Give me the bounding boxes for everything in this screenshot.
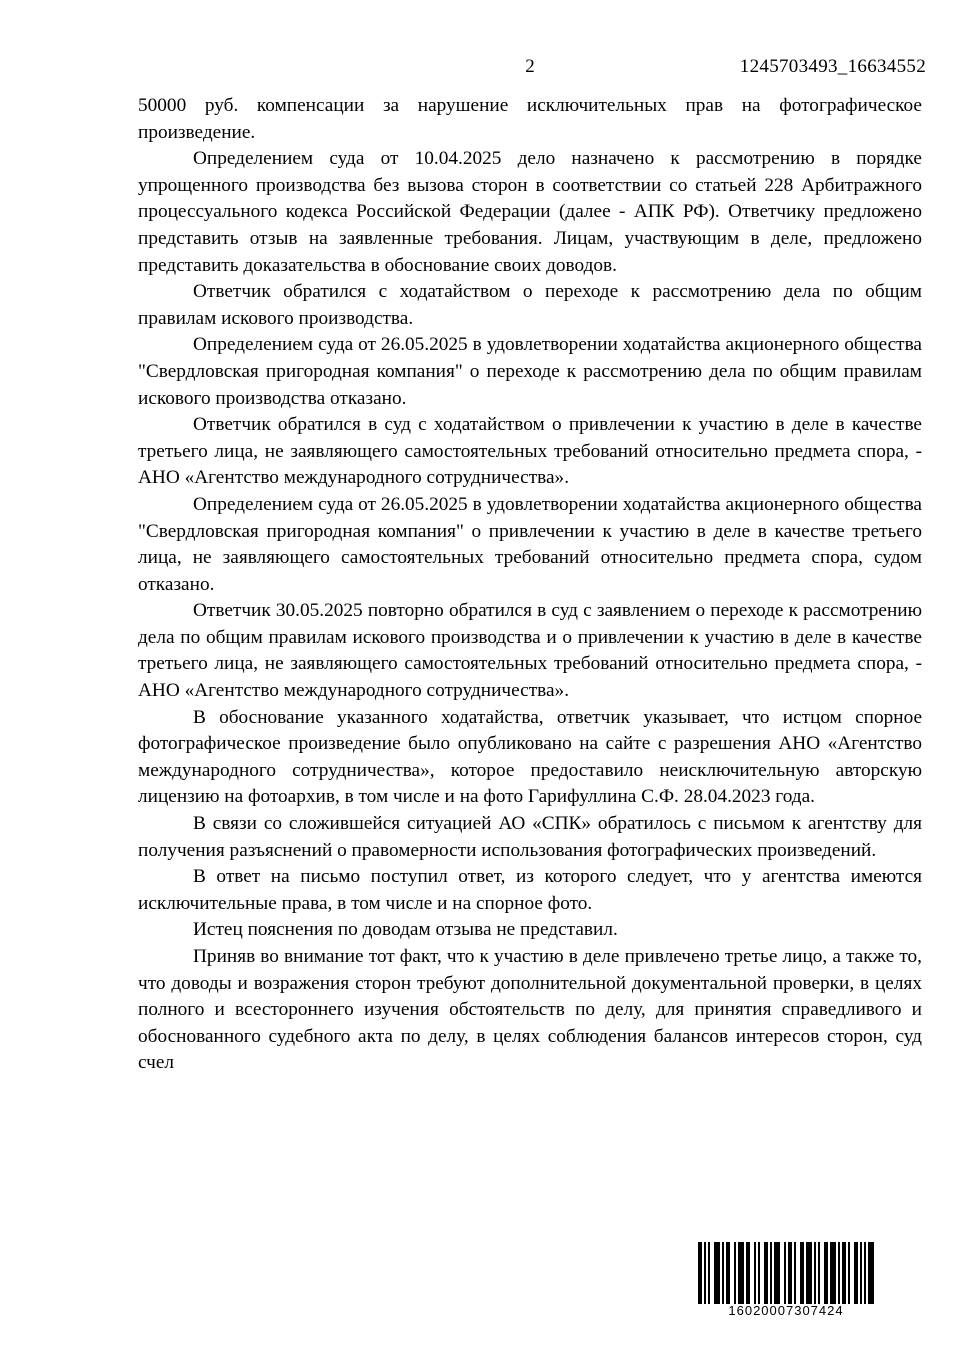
- page-number: 2: [525, 56, 535, 77]
- page-header: [138, 56, 926, 80]
- paragraph: Определением суда от 26.05.2025 в удовлетворении ходатайства акционерного общества "Свердловская пригородная компания" о переходе к рассмотрению дела по общим правилам искового производства отказано.: [138, 334, 922, 409]
- document-id: 1245703493_16634552: [739, 56, 926, 77]
- paragraph: Ответчик обратился с ходатайством о переходе к рассмотрению дела по общим правилам искового производства.: [138, 281, 922, 329]
- paragraph: В обоснование указанного ходатайства, ответчик указывает, что истцом спорное фотографическое произведение было опубликовано на сайте с разрешения АНО «Агентство международного сотрудничества», которое предоставило неисключительную авторскую лицензию на фотоархив, в том числе и на фото Гарифуллина С.Ф. 28.04.2023 года.: [138, 706, 922, 808]
- paragraph: В ответ на письмо поступил ответ, из которого следует, что у агентства имеются исключительные права, в том числе и на спорное фото.: [138, 866, 922, 914]
- paragraph: Ответчик 30.05.2025 повторно обратился в суд с заявлением о переходе к рассмотрению дела по общим правилам искового производства и о привлечении к участию в деле в качестве третьего лица, не заявляющего самостоятельных требований относительно предмета спора, - АНО «Агентство международного сотрудничества».: [138, 600, 922, 702]
- barcode: [697, 1242, 875, 1318]
- barcode-number: 16020007307424: [728, 1303, 844, 1318]
- paragraph: Определением суда от 26.05.2025 в удовлетворении ходатайства акционерного общества "Свердловская пригородная компания" о привлечении к участию в деле в качестве третьего лица, не заявляющего самостоятельных требований относительно предмета спора, судом отказано.: [138, 493, 922, 595]
- paragraph: Приняв во внимание тот факт, что к участию в деле привлечено третье лицо, а также то, что доводы и возражения сторон требуют дополнительной документальной проверки, в целях полного и всестороннего изучения обстоятельств по делу, для принятия справедливого и обоснованного судебного акта по делу, в целях соблюдения балансов интересов сторон, суд счел: [138, 946, 922, 1074]
- paragraph: Истец пояснения по доводам отзыва не представил.: [193, 919, 618, 941]
- paragraph: В связи со сложившейся ситуацией АО «СПК» обратилось с письмом к агентству для получения разъяснений о правомерности использования фотографических произведений.: [138, 813, 922, 861]
- paragraph: 50000 руб. компенсации за нарушение исключительных прав на фотографическое произведение.: [138, 95, 922, 143]
- barcode-icon: [698, 1242, 874, 1304]
- paragraph: Определением суда от 10.04.2025 дело назначено к рассмотрению в порядке упрощенного производства без вызова сторон в соответствии со статьей 228 Арбитражного процессуального кодекса Российской Федерации (далее - АПК РФ). Ответчику предложено представить отзыв на заявленные требования. Лицам, участвующим в деле, предложено представить доказательства в обоснование своих доводов.: [138, 148, 922, 276]
- document-body: [138, 93, 922, 1077]
- paragraph: Ответчик обратился в суд с ходатайством о привлечении к участию в деле в качестве третьего лица, не заявляющего самостоятельных требований относительно предмета спора, - АНО «Агентство международного сотрудничества».: [138, 414, 922, 489]
